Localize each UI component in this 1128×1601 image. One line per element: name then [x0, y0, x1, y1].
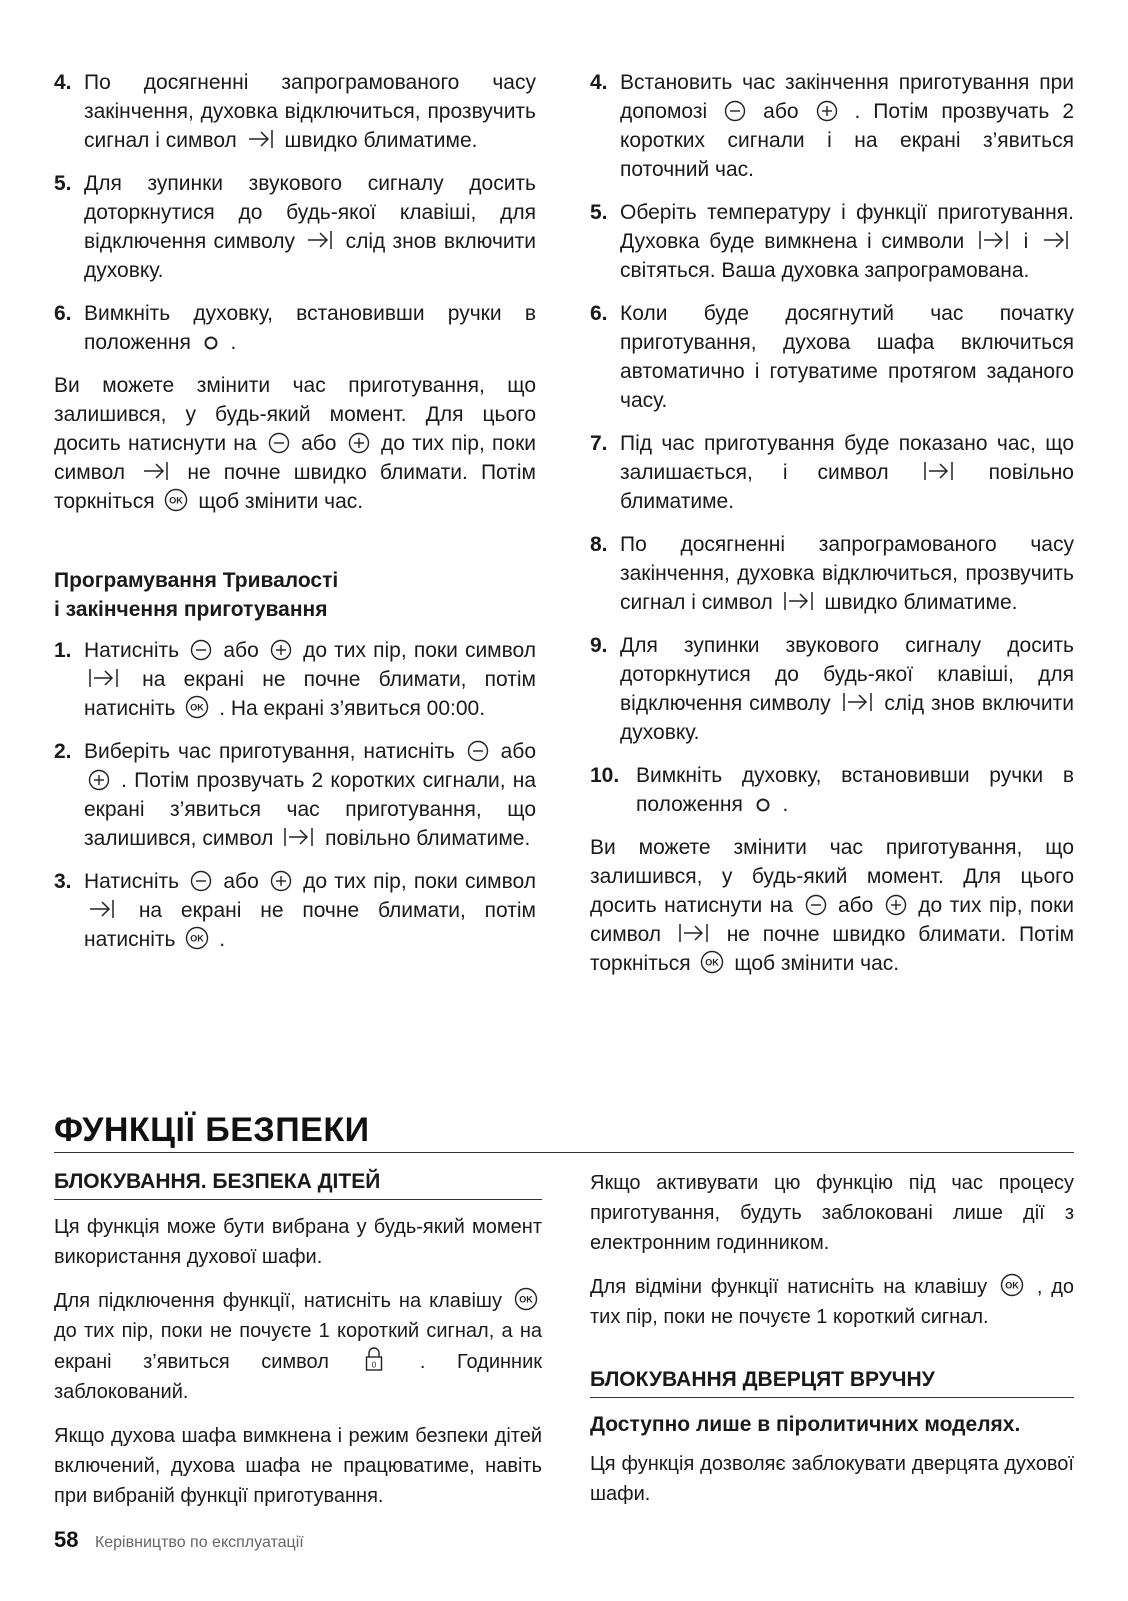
step-8 — [590, 530, 1074, 617]
ok-button-icon — [176, 697, 220, 720]
step-text: Виберіть час приготування, натисніть або . Потім прозвучать 2 коротких сигнали, на екрані з’явиться час приготування, що залишився, символ повільно блиматиме. — [84, 740, 536, 850]
child-lock-paragraph-1: Ця функція може бути вибрана у будь-який момент використання духової шафи. — [54, 1216, 542, 1268]
step-number: 1. — [54, 639, 72, 662]
section-title-text: ФУНКЦІЇ БЕЗПЕКИ — [54, 1111, 370, 1149]
step-text: Встановить час закінчення приготування при допомозі або . Потім прозвучать 2 коротких сигнали і на екрані з’явиться поточний час. — [620, 71, 1075, 181]
plus-circle-icon — [336, 432, 381, 455]
step-number: 6. — [54, 302, 72, 325]
change-time-paragraph: Ви можете змінити час приготування, що залишився, у будь-який момент. Для цього досить натиснути на або до тих пір, поки символ не почне швидко блимати. Потім торкніться OK щоб змінити час. — [54, 374, 537, 513]
minus-circle-icon — [257, 432, 302, 455]
svg-text:OK: OK — [169, 495, 184, 506]
child-lock-heading: БЛОКУВАННЯ. БЕЗПЕКА ДІТЕЙ — [54, 1168, 542, 1200]
step-1 — [54, 636, 536, 723]
step-5 — [54, 169, 536, 285]
plus-circle-icon — [259, 870, 303, 893]
svg-text:OK: OK — [705, 957, 720, 968]
svg-text:OK: OK — [190, 702, 205, 713]
padlock-icon — [329, 1351, 420, 1373]
step-text: Натисніть або до тих пір, поки символ на екрані не почне блимати, потім натисніть OK . На екрані з’явиться 00:00. — [84, 639, 537, 720]
change-time-paragraph: Ви можете змінити час приготування, що залишився, у будь-який момент. Для цього досить натиснути на або до тих пір, поки символ не почне швидко блимати. Потім торкніться OK щоб змінити час. — [590, 836, 1075, 975]
section-title — [54, 1106, 1074, 1153]
duration-arrow-icon — [889, 461, 989, 484]
door-lock-paragraph: Ця функція дозволяє заблокувати дверцята духової шафи. — [590, 1453, 1074, 1505]
door-lock-heading: БЛОКУВАННЯ ДВЕРЦЯТ ВРУЧНУ — [590, 1366, 1074, 1398]
duration-arrow-icon — [964, 230, 1023, 253]
step-4 — [54, 68, 536, 155]
child-lock-paragraph-3: Якщо духова шафа вимкнена і режим безпеки дітей включений, духова шафа не працюватиме, навіть при вибраній функції приготування. — [54, 1425, 542, 1507]
subheading-duration-end: Програмування Тривалості і закінчення приготування — [54, 569, 339, 621]
footer-text: Керівництво по експлуатації — [94, 1534, 304, 1551]
svg-text:0: 0 — [372, 1360, 377, 1370]
off-position-icon — [191, 331, 231, 354]
step-text: Для зупинки звукового сигналу досить доторкнутися до будь-якої клавіші, для відключення символу слід знов включити духовку. — [620, 634, 1075, 744]
step-number: 2. — [54, 740, 72, 763]
step-text: По досягненні запрограмованого часу закінчення, духовка відключиться, прозвучить сигнал і символ швидко блиматиме. — [620, 533, 1074, 614]
step-number: 7. — [590, 432, 608, 455]
plus-circle-icon — [84, 769, 121, 792]
right-column-bottom — [590, 1168, 1074, 1523]
plus-circle-icon — [799, 100, 855, 123]
svg-text:OK: OK — [519, 1294, 533, 1305]
ok-button-icon — [987, 1276, 1037, 1298]
left-column-top — [54, 68, 536, 968]
end-time-arrow-icon — [84, 899, 139, 922]
step-number: 10. — [590, 764, 620, 787]
minus-circle-icon — [793, 894, 838, 917]
step-text: Коли буде досягнутий час початку приготування, духова шафа включиться автоматично і готуватиме протягом заданого часу. — [620, 302, 1074, 412]
step-3 — [54, 867, 536, 954]
minus-circle-icon — [455, 740, 501, 763]
off-position-icon — [743, 793, 783, 816]
end-time-arrow-icon — [1028, 230, 1074, 253]
step-5 — [590, 198, 1074, 285]
minus-circle-icon — [179, 870, 223, 893]
step-number: 3. — [54, 870, 72, 893]
page-footer — [54, 1527, 304, 1553]
step-text: Оберіть температуру і функції приготування. Духовка буде вимкнена і символи і світяться. Ваша духовка запрограмована. — [620, 201, 1074, 282]
step-10 — [590, 761, 1074, 819]
svg-text:OK: OK — [1005, 1280, 1019, 1291]
duration-arrow-icon — [84, 668, 142, 691]
step-9 — [590, 631, 1074, 747]
left-column-bottom — [54, 1168, 542, 1525]
ok-button-icon — [691, 952, 735, 975]
end-time-arrow-icon — [125, 461, 187, 484]
minus-circle-icon — [707, 100, 763, 123]
duration-arrow-icon — [773, 591, 825, 614]
ok-button-icon — [155, 490, 199, 513]
step-number: 5. — [590, 201, 608, 224]
child-lock-paragraph-4: Якщо активувати цю функцію під час процесу приготування, будуть заблоковані лише дії з електронним годинником. — [590, 1172, 1074, 1254]
duration-arrow-icon — [273, 827, 325, 850]
step-number: 4. — [54, 71, 72, 94]
step-4 — [590, 68, 1074, 184]
plus-circle-icon — [259, 639, 303, 662]
duration-arrow-icon — [661, 923, 727, 946]
step-6 — [54, 299, 536, 357]
step-text: Під час приготування буде показано час, що залишається, і символ повільно блиматиме. — [620, 432, 1074, 513]
child-lock-paragraph-5: Для відміни функції натисніть на клавішу OK , до тих пір, поки не почуєте 1 короткий сигнал. — [590, 1276, 1075, 1328]
step-number: 5. — [54, 172, 72, 195]
ok-button-icon — [176, 928, 220, 951]
step-number: 9. — [590, 634, 608, 657]
step-6 — [590, 299, 1074, 415]
ok-button-icon — [502, 1290, 542, 1312]
duration-arrow-icon — [831, 692, 885, 715]
right-column-top — [590, 68, 1074, 992]
step-text: По досягненні запрограмованого часу закінчення, духовка відключиться, прозвучить сигнал і символ швидко блиматиме. — [84, 71, 536, 152]
step-2 — [54, 737, 536, 853]
step-number: 6. — [590, 302, 608, 325]
pyrolytic-note: Доступно лише в піролитичних моделях. — [590, 1413, 1021, 1436]
step-number: 8. — [590, 533, 608, 556]
minus-circle-icon — [179, 639, 223, 662]
step-number: 4. — [590, 71, 608, 94]
step-7 — [590, 429, 1074, 516]
plus-circle-icon — [873, 894, 918, 917]
step-text: Вимкніть духовку, встановивши ручки в положення . — [636, 764, 1074, 816]
end-time-arrow-icon — [237, 129, 285, 152]
end-time-arrow-icon — [295, 230, 346, 253]
step-text: Натисніть або до тих пір, поки символ на екрані не почне блимати, потім натисніть OK . — [84, 870, 537, 951]
svg-text:OK: OK — [190, 933, 205, 944]
step-text: Для зупинки звукового сигналу досить доторкнутися до будь-якої клавіші, для відключення символу слід знов включити духовку. — [84, 172, 536, 282]
page-number: 58 — [54, 1527, 79, 1552]
child-lock-paragraph-2: Для підключення функції, натисніть на клавішу OK до тих пір, поки не почуєте 1 короткий сигнал, а на екрані з’явиться символ 0 . Годинник заблокований. — [54, 1290, 542, 1403]
step-text: Вимкніть духовку, встановивши ручки в положення . — [84, 302, 536, 354]
